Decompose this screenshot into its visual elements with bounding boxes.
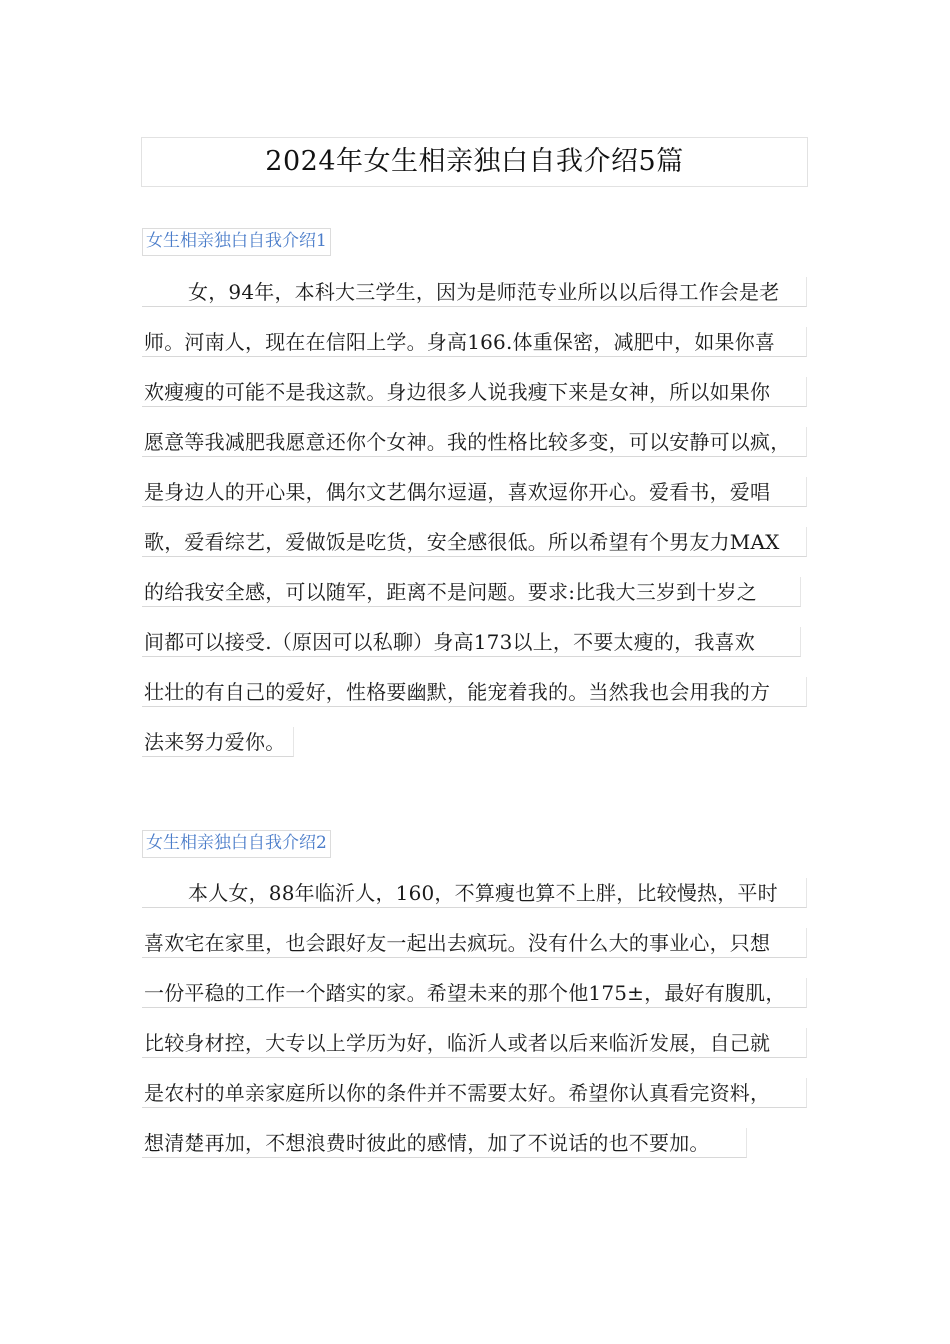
line-text: 想清楚再加，不想浪费时彼此的感情，加了不说话的也不要加。 [142, 1128, 747, 1158]
line-text: 愿意等我减肥我愿意还你个女神。我的性格比较多变，可以安静可以疯， [142, 427, 807, 457]
paragraph-line [142, 620, 807, 670]
paragraph-line [142, 1071, 807, 1121]
paragraph-line [142, 971, 807, 1021]
paragraph-line [142, 470, 807, 520]
paragraph-line [142, 871, 807, 921]
line-text: 一份平稳的工作一个踏实的家。希望未来的那个他175±，最好有腹肌， [142, 978, 807, 1008]
line-text: 比较身材控，大专以上学历为好，临沂人或者以后来临沂发展，自己就 [142, 1028, 807, 1058]
line-text: 喜欢宅在家里，也会跟好友一起出去疯玩。没有什么大的事业心，只想 [142, 928, 807, 958]
paragraph-line [142, 420, 807, 470]
section-body-1 [142, 270, 807, 770]
paragraph-line [142, 921, 807, 971]
line-text: 欢瘦瘦的可能不是我这款。身边很多人说我瘦下来是女神，所以如果你 [142, 377, 807, 407]
paragraph-line [142, 1121, 807, 1171]
paragraph-line [142, 1021, 807, 1071]
line-text: 师。河南人，现在在信阳上学。身高166.体重保密，减肥中，如果你喜 [142, 327, 807, 357]
section-body-2 [142, 871, 807, 1171]
paragraph-line [142, 320, 807, 370]
paragraph-line [142, 370, 807, 420]
line-text: 间都可以接受.（原因可以私聊）身高173以上，不要太瘦的，我喜欢 [142, 627, 801, 657]
line-text: 的给我安全感，可以随军，距离不是问题。要求:比我大三岁到十岁之 [142, 577, 801, 607]
paragraph-line [142, 720, 807, 770]
line-text: 是农村的单亲家庭所以你的条件并不需要太好。希望你认真看完资料， [142, 1078, 807, 1108]
line-text: 法来努力爱你。 [142, 727, 294, 757]
section-heading-1: 女生相亲独白自我介绍1 [142, 228, 331, 256]
line-text: 是身边人的开心果，偶尔文艺偶尔逗逼，喜欢逗你开心。爱看书，爱唱 [142, 477, 807, 507]
line-text: 本人女，88年临沂人，160，不算瘦也算不上胖，比较慢热，平时 [142, 878, 807, 908]
line-text: 歌，爱看综艺，爱做饭是吃货，安全感很低。所以希望有个男友力MAX [142, 527, 807, 557]
paragraph-line [142, 270, 807, 320]
line-text: 女，94年，本科大三学生，因为是师范专业所以以后得工作会是老 [142, 277, 807, 307]
paragraph-line [142, 520, 807, 570]
section-heading-2: 女生相亲独白自我介绍2 [142, 830, 331, 858]
paragraph-line [142, 670, 807, 720]
paragraph-line [142, 570, 807, 620]
document-title: 2024年女生相亲独白自我介绍5篇 [141, 137, 808, 187]
line-text: 壮壮的有自己的爱好，性格要幽默，能宠着我的。当然我也会用我的方 [142, 677, 807, 707]
